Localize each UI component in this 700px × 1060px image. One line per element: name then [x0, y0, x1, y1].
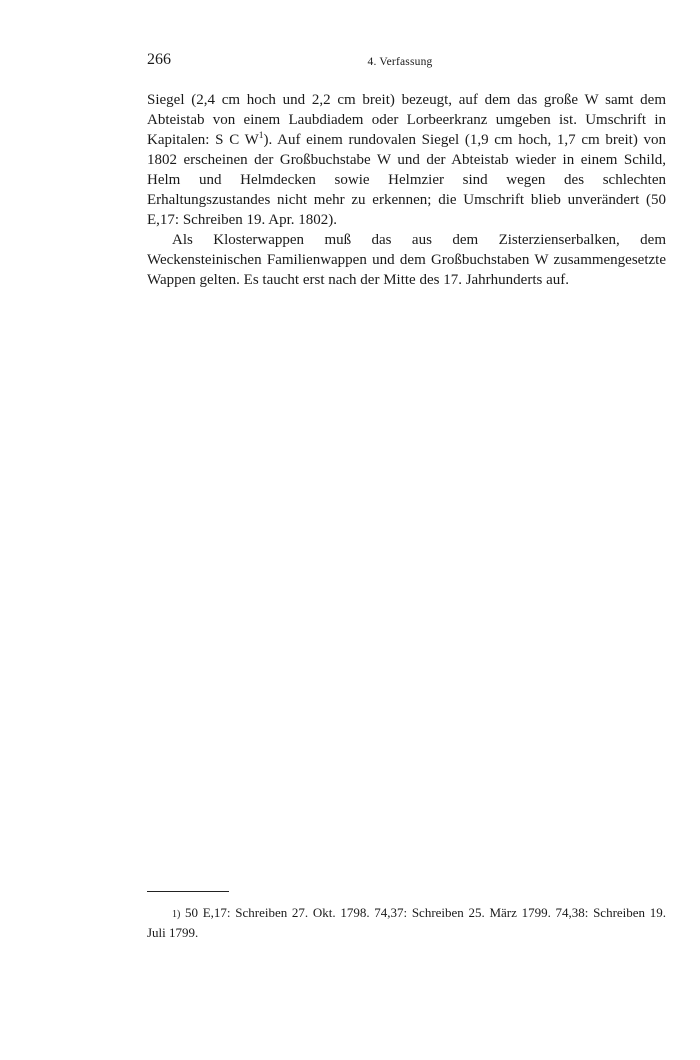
page-number: 266	[147, 51, 171, 68]
footnote-divider	[147, 891, 229, 892]
paragraph-1-text-a: Siegel (2,4 cm hoch und 2,2 cm breit) bezeugt, auf dem das große W samt dem Abteistab von einem Laubdiadem oder Lorbeerkranz umgeben ist. Umschrift in Kapitalen: S C W	[147, 92, 666, 148]
running-head: 4. Verfassung	[367, 56, 433, 68]
footnote-text: 50 E,17: Schreiben 27. Okt. 1798. 74,37: Schreiben 25. März 1799. 74,38: Schreiben 19. Juli 1799.	[147, 905, 666, 940]
body-text	[147, 90, 666, 290]
footnote-reference[interactable]: 1	[258, 131, 264, 141]
footnote-mark: 1)	[172, 909, 181, 920]
paragraph-2: Als Klosterwappen muß das aus dem Zisterzienserbalken, dem Weckensteinischen Familienwappen und dem Großbuchstaben W zusammengesetzte Wappen gelten. Es taucht erst nach der Mitte des 17. Jahrhunderts auf.	[147, 232, 666, 288]
paragraph-1-text-b: ). Auf einem rundovalen Siegel (1,9 cm hoch, 1,7 cm breit) von 1802 erscheinen der Großbuchstabe W und der Abteistab wieder in einem Schild, Helm und Helmdecken sowie Helmzier sind wegen des schlechten Erhaltungszustandes nicht mehr zu erkennen; die Umschrift blieb unverändert (50 E,17: Schreiben 19. Apr. 1802).	[147, 132, 666, 228]
paragraph-1	[147, 90, 666, 230]
footnote-1	[147, 904, 666, 942]
